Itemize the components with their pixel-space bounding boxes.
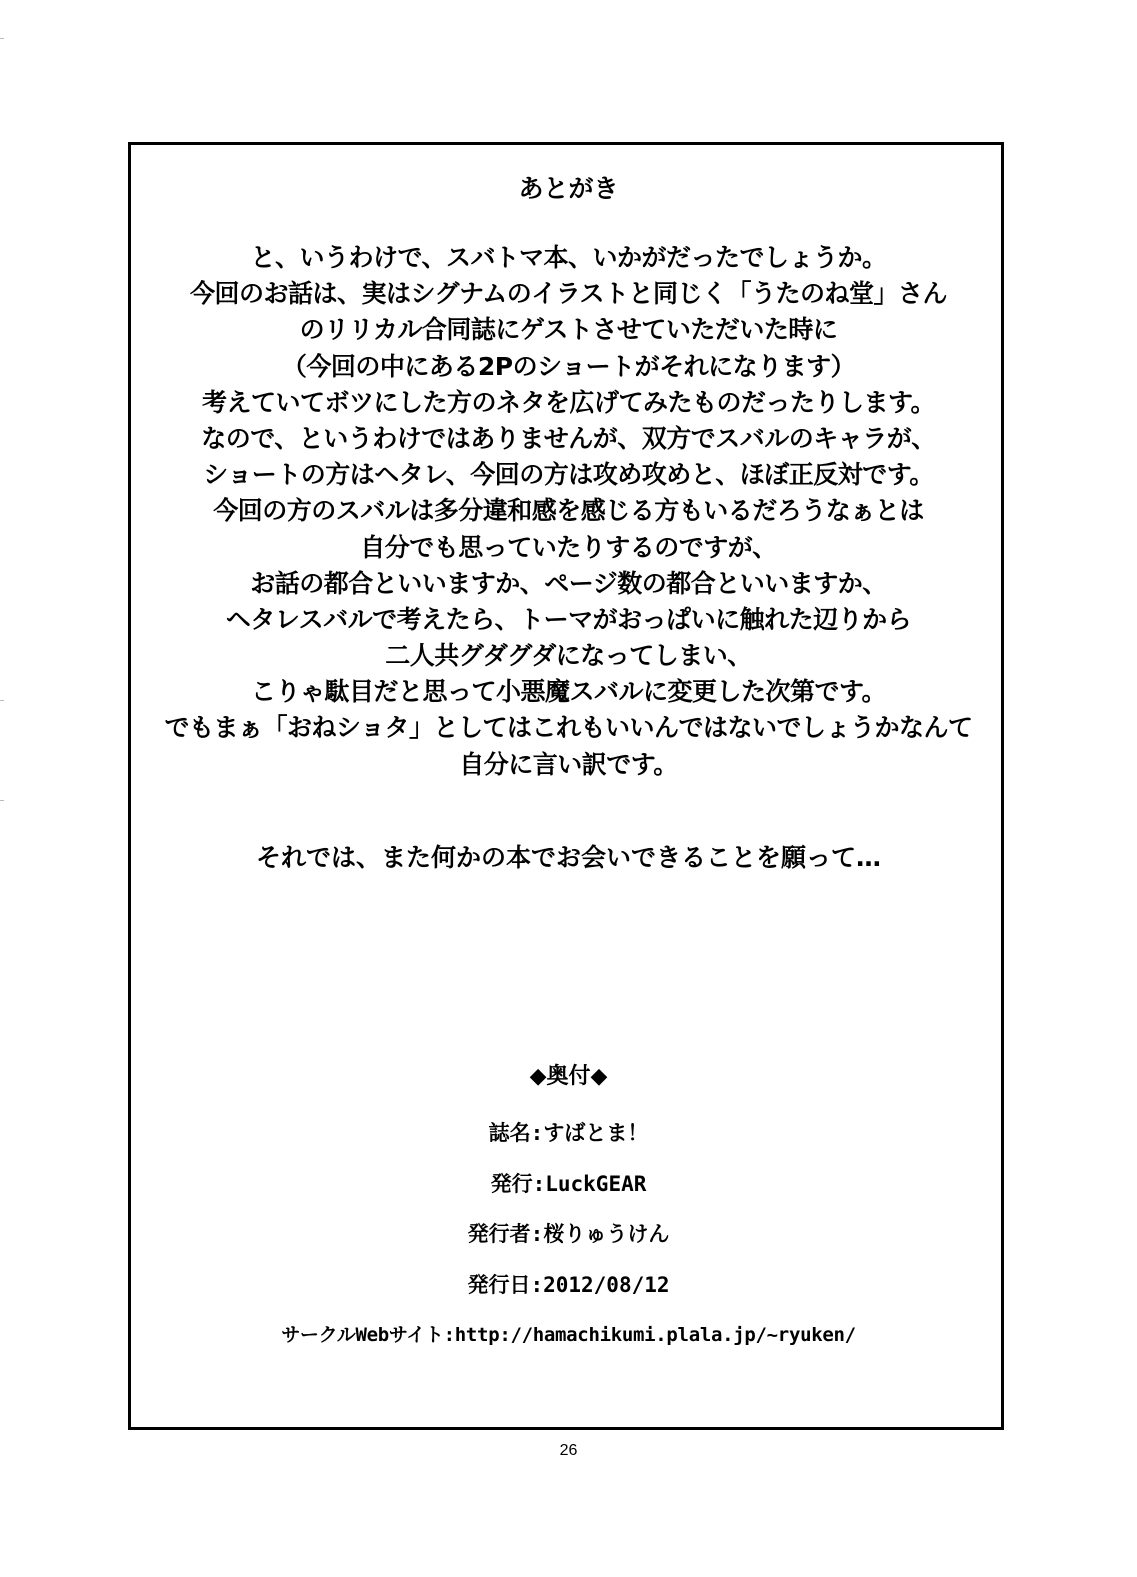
- afterword-line: なので、というわけではありませんが、双方でスバルのキャラが、: [201, 423, 936, 453]
- afterword-line: 今回のお話は、実はシグナムのイラストと同じく「うたのね堂」さん: [189, 279, 947, 309]
- colophon-list: [140, 1108, 997, 1361]
- colophon-publisher: 発行:LuckGEAR: [490, 1171, 647, 1196]
- crop-mark: [0, 800, 4, 801]
- crop-mark: [0, 38, 4, 39]
- colophon-website: サークルWebサイト:http://hamachikumi.plala.jp/~ryuken/: [281, 1324, 856, 1346]
- afterword-title: あとがき: [518, 174, 619, 203]
- crop-mark: [0, 700, 4, 701]
- afterword-line: ショートの方はヘタレ、今回の方は攻め攻めと、ほぼ正反対です。: [203, 460, 934, 490]
- afterword-body: [140, 240, 997, 783]
- afterword-line: 自分でも思っていたりするのですが、: [360, 532, 777, 562]
- colophon-author: 発行者:桜りゅうけん: [467, 1222, 670, 1246]
- page-number: 26: [559, 1442, 578, 1459]
- closing-line: それでは、また何かの本でお会いできることを願って…: [255, 843, 881, 872]
- afterword-line: 二人共グダグダになってしまい、: [385, 641, 752, 671]
- afterword-line: 考えていてボツにした方のネタを広げてみたものだったりします。: [201, 387, 935, 417]
- afterword-line: のリリカル合同誌にゲストさせていただいた時に: [299, 315, 838, 345]
- afterword-line: お話の都合といいますか、ページ数の都合といいますか、: [250, 568, 887, 598]
- afterword-line: と、いうわけで、スバトマ本、いかがだったでしょうか。: [250, 243, 887, 272]
- afterword-line: でもまぁ「おねショタ」としてはこれもいいんではないでしょうかなんて: [164, 713, 973, 743]
- afterword-line: 今回の方のスバルは多分違和感を感じる方もいるだろうなぁとは: [213, 496, 924, 526]
- colophon-date: 発行日:2012/08/12: [467, 1272, 670, 1297]
- afterword-line: （今回の中にある2Pのショートがそれになります）: [281, 351, 856, 381]
- colophon-title: ◆奥付◆: [529, 1064, 608, 1089]
- afterword-line: こりゃ駄目だと思って小悪魔スバルに変更した次第です。: [250, 677, 886, 707]
- afterword-line: 自分に言い訳です。: [459, 749, 678, 779]
- colophon-book-title: 誌名:すばとま！: [488, 1121, 649, 1145]
- afterword-line: ヘタレスバルで考えたら、トーマがおっぱいに触れた辺りから: [225, 604, 912, 634]
